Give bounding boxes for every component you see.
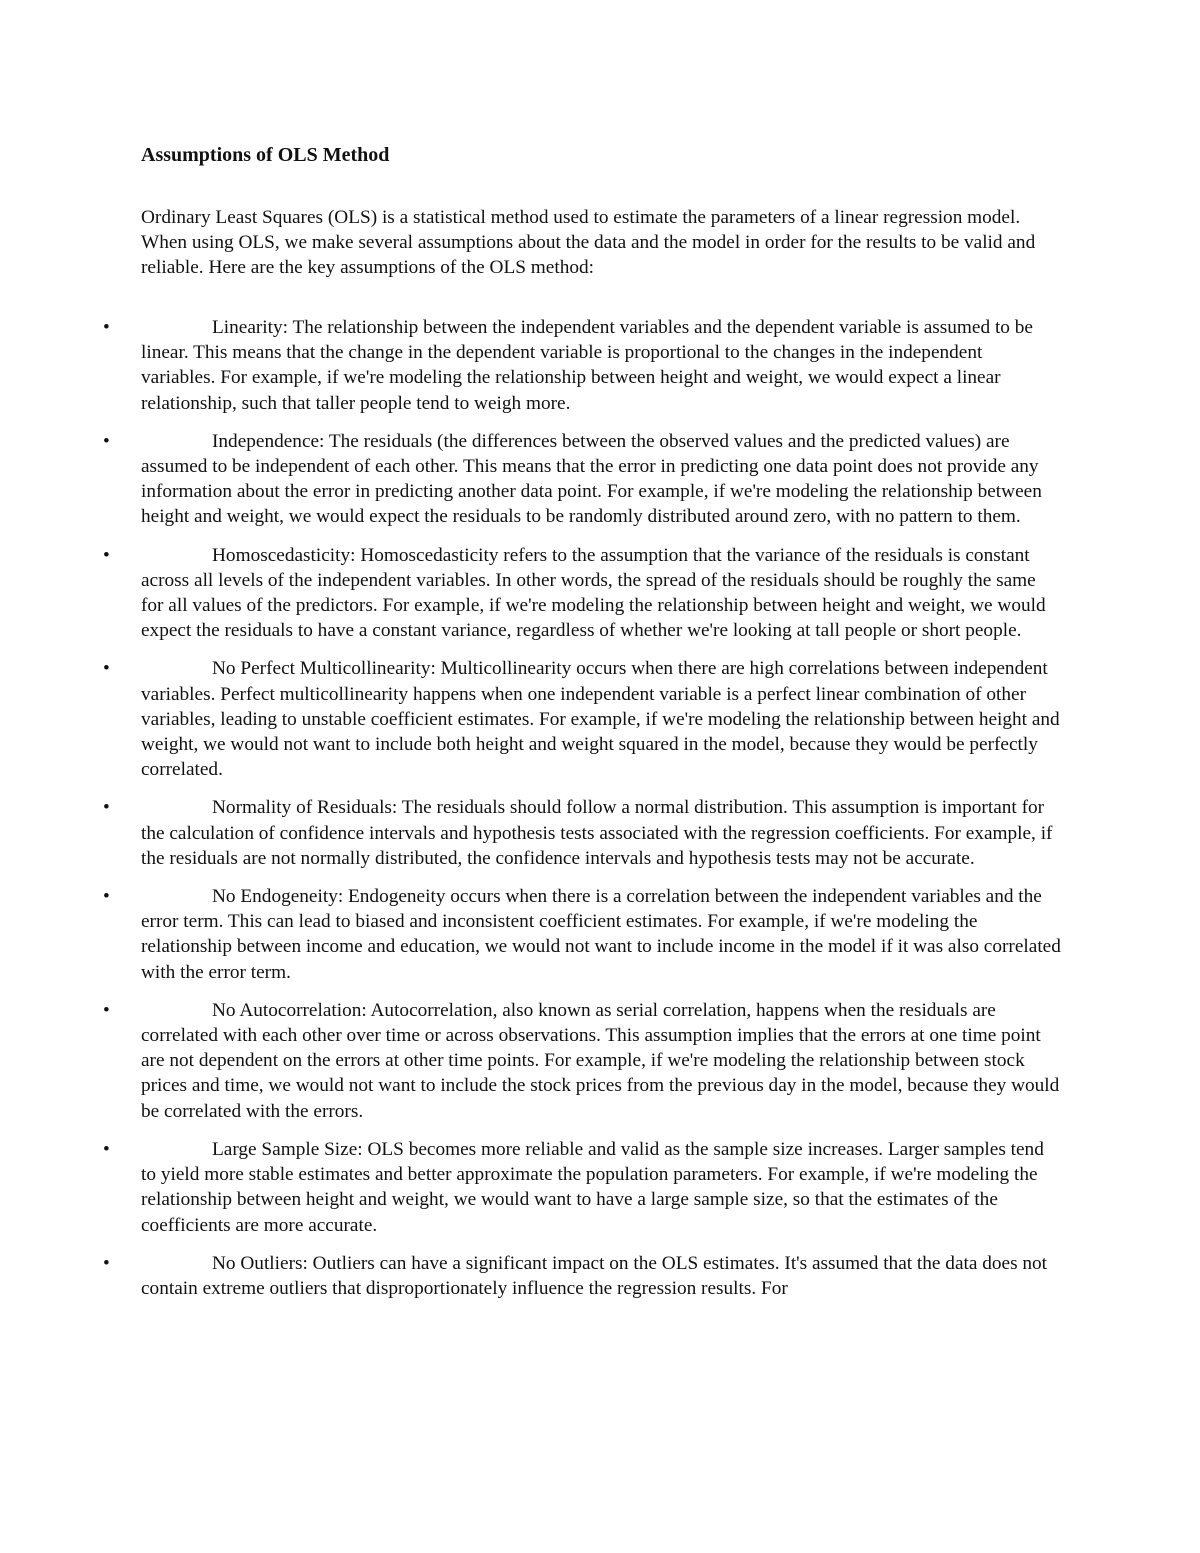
list-item bbox=[0, 1137, 1061, 1238]
assumption-text: Large Sample Size: OLS becomes more reliable and valid as the sample size increases. Larger samples tend to yield more stable estimates and better approximate the population parameters. For example, if we're modeling the relationship between height and weight, we would want to have a large sample size, so that the estimates of the coefficients are more accurate. bbox=[141, 1138, 1044, 1236]
assumptions-list bbox=[0, 315, 1200, 1314]
intro-paragraph: Ordinary Least Squares (OLS) is a statistical method used to estimate the parameters of a linear regression model. When using OLS, we make several assumptions about the data and the model in order for the results to be valid and reliable. Here are the key assumptions of the OLS method: bbox=[141, 207, 1036, 279]
list-item bbox=[0, 656, 1061, 782]
list-item bbox=[0, 884, 1061, 985]
bullet-icon: • bbox=[103, 544, 110, 566]
bullet-icon: • bbox=[103, 886, 110, 908]
bullet-icon: • bbox=[103, 1138, 110, 1160]
list-item bbox=[0, 998, 1061, 1124]
bullet-icon: • bbox=[103, 1252, 110, 1274]
document-title: Assumptions of OLS Method bbox=[141, 144, 390, 166]
list-item bbox=[0, 1251, 1061, 1301]
bullet-icon: • bbox=[103, 999, 110, 1021]
assumption-text: Homoscedasticity: Homoscedasticity refers to the assumption that the variance of the residuals is constant across all levels of the independent variables. In other words, the spread of the residuals should be roughly the same for all values of the predictors. For example, if we're modeling the relationship between height and weight, we would expect the residuals to have a constant variance, regardless of whether we're looking at tall people or short people. bbox=[141, 544, 1046, 642]
assumption-text: Normality of Residuals: The residuals should follow a normal distribution. This assumption is important for the calculation of confidence intervals and hypothesis tests associated with the regression coefficients. For example, if the residuals are not normally distributed, the confidence intervals and hypothesis tests may not be accurate. bbox=[141, 797, 1053, 869]
assumption-text: No Autocorrelation: Autocorrelation, also known as serial correlation, happens when the residuals are correlated with each other over time or across observations. This assumption implies that the errors at one time point are not dependent on the errors at other time points. For example, if we're modeling the relationship between stock prices and time, we would not want to include the stock prices from the previous day in the model, because they would be correlated with the errors. bbox=[141, 999, 1060, 1122]
assumption-text: No Endogeneity: Endogeneity occurs when there is a correlation between the independent variables and the error term. This can lead to biased and inconsistent coefficient estimates. For example, if we're modeling the relationship between income and education, we would not want to include income in the model if it was also correlated with the error term. bbox=[141, 886, 1061, 983]
list-item bbox=[0, 795, 1061, 871]
assumption-text: No Outliers: Outliers can have a significant impact on the OLS estimates. It's assumed that the data does not contain extreme outliers that disproportionately influence the regression results. For bbox=[141, 1252, 1048, 1299]
bullet-icon: • bbox=[103, 430, 110, 452]
list-item bbox=[0, 543, 1061, 644]
assumption-text: Independence: The residuals (the differences between the observed values and the predicted values) are assumed to be independent of each other. This means that the error in predicting one data point does not provide any information about the error in predicting another data point. For example, if we're modeling the relationship between height and weight, we would expect the residuals to be randomly distributed around zero, with no pattern to them. bbox=[141, 430, 1042, 528]
bullet-icon: • bbox=[103, 658, 110, 680]
list-item bbox=[0, 429, 1061, 530]
list-item bbox=[0, 315, 1061, 416]
bullet-icon: • bbox=[103, 797, 110, 819]
assumption-text: No Perfect Multicollinearity: Multicollinearity occurs when there are high correlations between independent variables. Perfect multicollinearity happens when one independent variable is a perfect linear combination of other variables, leading to unstable coefficient estimates. For example, if we're modeling the relationship between height and weight, we would not want to include both height and weight squared in the model, because they would be perfectly correlated. bbox=[141, 658, 1060, 781]
bullet-icon: • bbox=[103, 317, 110, 338]
assumption-text: Linearity: The relationship between the independent variables and the dependent variable is assumed to be linear. This means that the change in the dependent variable is proportional to the changes in the independent variables. For example, if we're modeling the relationship between height and weight, we would expect a linear relationship, such that taller people tend to weigh more. bbox=[141, 317, 1033, 414]
